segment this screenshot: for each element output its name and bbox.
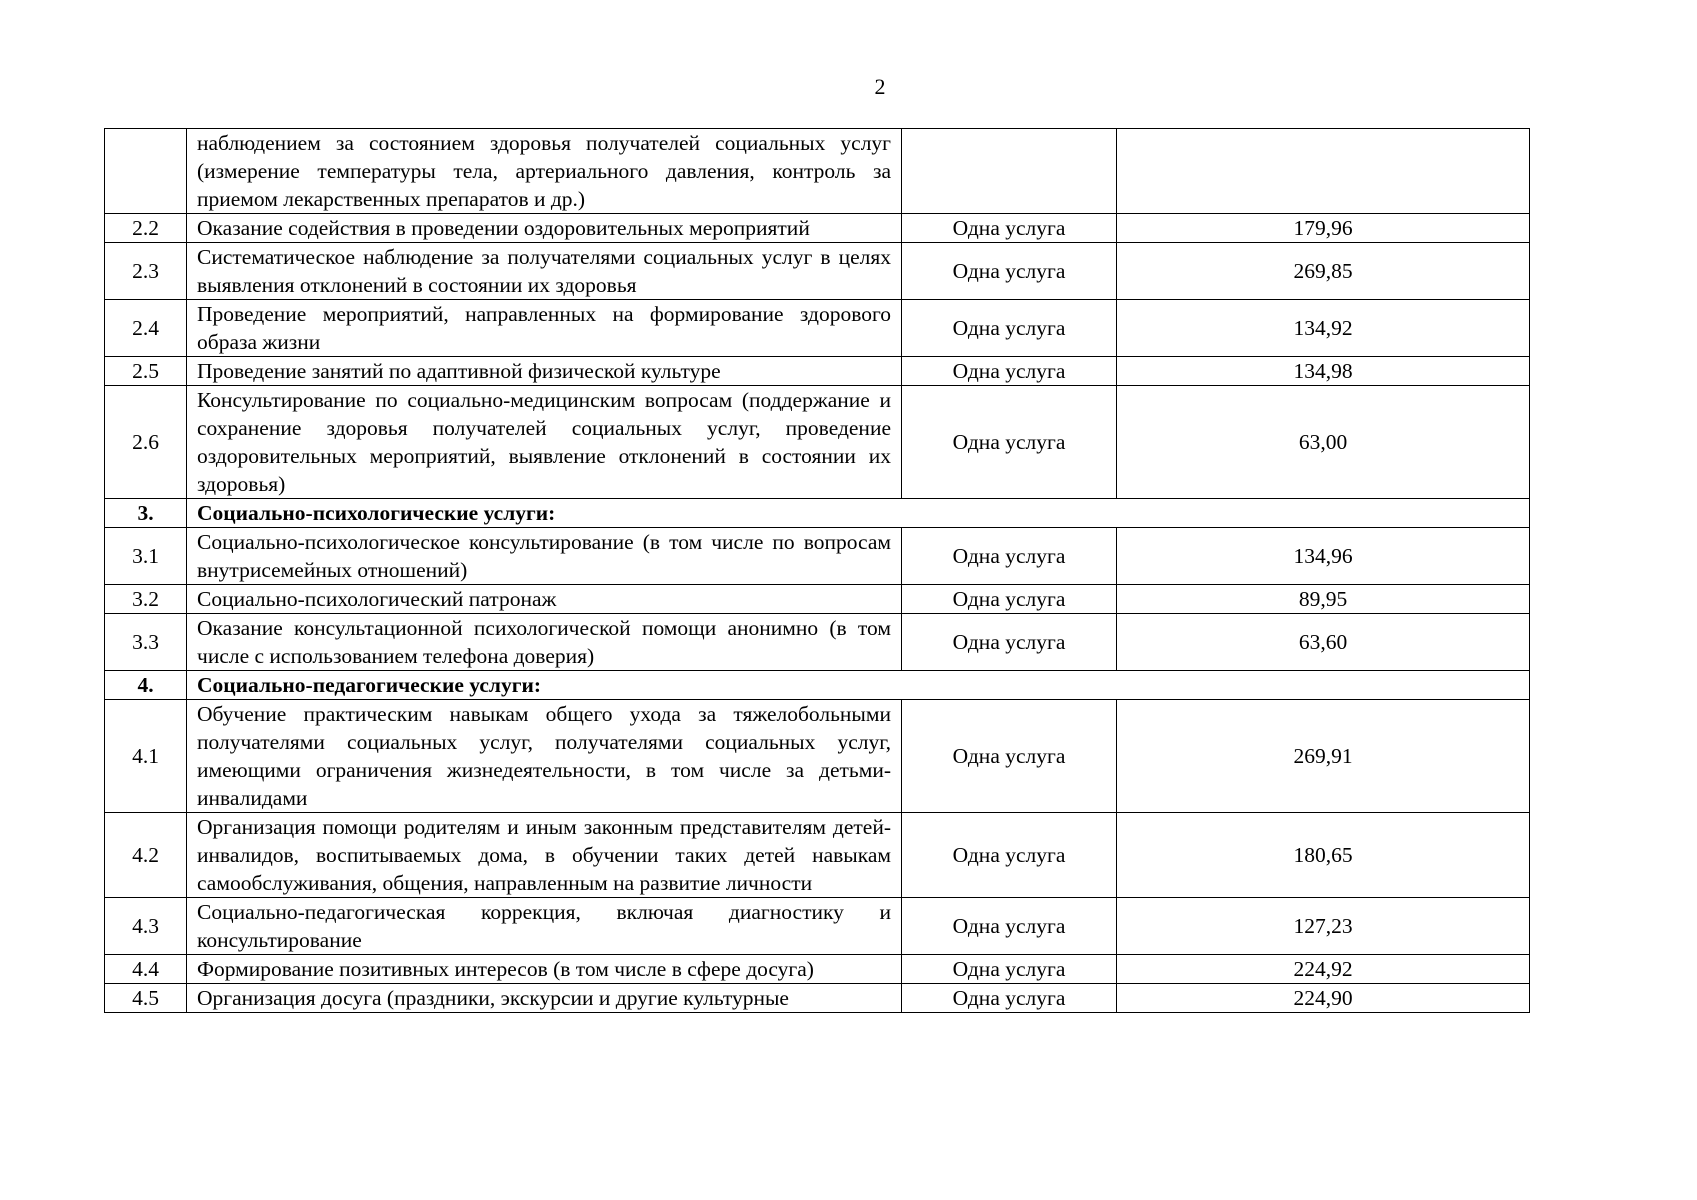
service-unit: Одна услуга [902, 585, 1117, 614]
section-number: 4. [105, 671, 187, 700]
service-unit: Одна услуга [902, 955, 1117, 984]
service-number: 3.2 [105, 585, 187, 614]
service-price: 134,96 [1117, 528, 1530, 585]
table-row [105, 243, 1530, 300]
service-price: 224,92 [1117, 955, 1530, 984]
service-unit: Одна услуга [902, 614, 1117, 671]
table-row [105, 955, 1530, 984]
service-price: 180,65 [1117, 813, 1530, 898]
table-row [105, 614, 1530, 671]
service-price: 89,95 [1117, 585, 1530, 614]
table-row [105, 984, 1530, 1013]
service-price: 269,91 [1117, 700, 1530, 813]
service-number: 4.5 [105, 984, 187, 1013]
service-unit: Одна услуга [902, 214, 1117, 243]
service-unit: Одна услуга [902, 243, 1117, 300]
service-number: 2.4 [105, 300, 187, 357]
service-unit: Одна услуга [902, 813, 1117, 898]
service-price [1117, 129, 1530, 214]
service-unit [902, 129, 1117, 214]
service-number: 4.2 [105, 813, 187, 898]
service-price: 179,96 [1117, 214, 1530, 243]
table-body [105, 129, 1530, 1013]
service-number [105, 129, 187, 214]
service-number: 4.4 [105, 955, 187, 984]
table-row [105, 300, 1530, 357]
service-price: 127,23 [1117, 898, 1530, 955]
service-name: Обучение практическим навыкам общего ухода за тяжелобольными получателями социальных услуг, получателями социальных услуг, имеющими ограничения жизнедеятельности, в том числе за детьми-инвалидами [187, 700, 902, 813]
service-name: Организация помощи родителям и иным законным представителям детей-инвалидов, воспитываемых дома, в обучении таких детей навыкам самообслуживания, общения, направленным на развитие личности [187, 813, 902, 898]
table-row [105, 898, 1530, 955]
service-number: 2.6 [105, 386, 187, 499]
page-number: 2 [874, 74, 886, 99]
service-name: Консультирование по социально-медицинским вопросам (поддержание и сохранение здоровья получателей социальных услуг, проведение оздоровительных мероприятий, выявление отклонений в состоянии их здоровья) [187, 386, 902, 499]
service-name: Оказание содействия в проведении оздоровительных мероприятий [187, 214, 902, 243]
table-row [105, 700, 1530, 813]
service-name: Социально-психологический патронаж [187, 585, 902, 614]
service-name: Проведение мероприятий, направленных на формирование здорового образа жизни [187, 300, 902, 357]
section-header-row [105, 671, 1530, 700]
service-unit: Одна услуга [902, 984, 1117, 1013]
table-row [105, 129, 1530, 214]
service-name: Организация досуга (праздники, экскурсии и другие культурные [187, 984, 902, 1013]
service-number: 3.1 [105, 528, 187, 585]
service-unit: Одна услуга [902, 386, 1117, 499]
service-price: 224,90 [1117, 984, 1530, 1013]
service-price: 134,98 [1117, 357, 1530, 386]
service-price: 63,00 [1117, 386, 1530, 499]
section-title: Социально-психологические услуги: [187, 499, 1530, 528]
table-row [105, 528, 1530, 585]
service-number: 3.3 [105, 614, 187, 671]
service-number: 2.2 [105, 214, 187, 243]
service-unit: Одна услуга [902, 300, 1117, 357]
service-number: 4.3 [105, 898, 187, 955]
table-row [105, 386, 1530, 499]
table-row [105, 585, 1530, 614]
service-number: 4.1 [105, 700, 187, 813]
table-row [105, 813, 1530, 898]
service-name: Систематическое наблюдение за получателями социальных услуг в целях выявления отклонений в состоянии их здоровья [187, 243, 902, 300]
service-price: 269,85 [1117, 243, 1530, 300]
table-row [105, 357, 1530, 386]
service-name: Оказание консультационной психологической помощи анонимно (в том числе с использованием телефона доверия) [187, 614, 902, 671]
service-unit: Одна услуга [902, 528, 1117, 585]
section-title: Социально-педагогические услуги: [187, 671, 1530, 700]
service-number: 2.3 [105, 243, 187, 300]
service-unit: Одна услуга [902, 357, 1117, 386]
service-name: наблюдением за состоянием здоровья получателей социальных услуг (измерение температуры тела, артериального давления, контроль за приемом лекарственных препаратов и др.) [187, 129, 902, 214]
service-name: Формирование позитивных интересов (в том числе в сфере досуга) [187, 955, 902, 984]
section-number: 3. [105, 499, 187, 528]
services-price-table [104, 128, 1530, 1013]
section-header-row [105, 499, 1530, 528]
table-row [105, 214, 1530, 243]
service-unit: Одна услуга [902, 898, 1117, 955]
service-name: Социально-психологическое консультирование (в том числе по вопросам внутрисемейных отношений) [187, 528, 902, 585]
service-price: 63,60 [1117, 614, 1530, 671]
service-price: 134,92 [1117, 300, 1530, 357]
service-number: 2.5 [105, 357, 187, 386]
service-name: Проведение занятий по адаптивной физической культуре [187, 357, 902, 386]
service-name: Социально-педагогическая коррекция, включая диагностику и консультирование [187, 898, 902, 955]
service-unit: Одна услуга [902, 700, 1117, 813]
